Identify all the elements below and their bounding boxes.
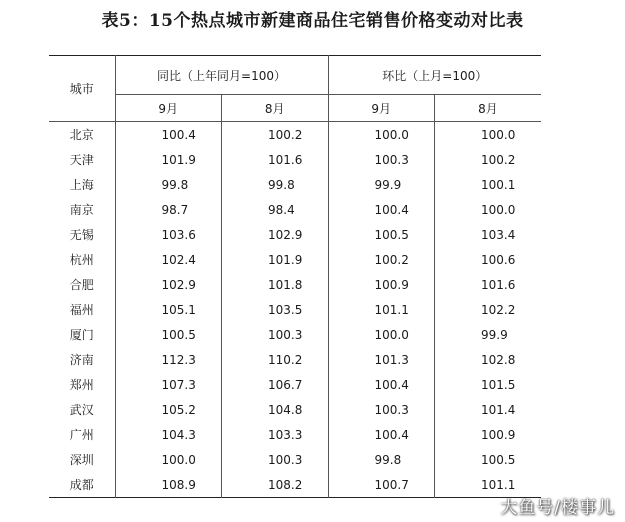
- city-name: 武汉: [49, 397, 115, 422]
- header-yoy-aug: 8月: [222, 95, 329, 122]
- city-name: 南京: [49, 197, 115, 222]
- mom-sep-value: 100.0: [328, 322, 435, 347]
- yoy-sep-value: 108.9: [115, 472, 222, 498]
- table-row: [49, 397, 541, 422]
- mom-aug-value: 100.6: [481, 252, 516, 267]
- mom-aug-value: 103.4: [481, 227, 516, 242]
- mom-sep-value: 100.3: [328, 397, 435, 422]
- yoy-aug-value: 102.9: [222, 222, 329, 247]
- header-yoy: 同比（上年同月=100）: [115, 56, 328, 95]
- mom-sep-value: 100.4: [328, 372, 435, 397]
- yoy-sep-value: 105.1: [115, 297, 222, 322]
- mom-aug-value: 101.4: [481, 402, 516, 417]
- yoy-aug-value: 101.9: [222, 247, 329, 272]
- mom-sep-value: 101.3: [328, 347, 435, 372]
- yoy-sep-value: 98.7: [115, 197, 222, 222]
- table-row: [49, 222, 541, 247]
- yoy-sep-value: 100.0: [115, 447, 222, 472]
- table-row: [49, 272, 541, 297]
- city-name: 广州: [49, 422, 115, 447]
- yoy-aug-value: 106.7: [222, 372, 329, 397]
- city-name: 郑州: [49, 372, 115, 397]
- header-mom: 环比（上月=100）: [328, 56, 541, 95]
- mom-sep-value: 100.2: [328, 247, 435, 272]
- header-yoy-sep: 9月: [115, 95, 222, 122]
- yoy-sep-value: 100.4: [115, 122, 222, 148]
- table-row: [49, 172, 541, 197]
- mom-sep-value: 99.9: [328, 172, 435, 197]
- table-row: [49, 322, 541, 347]
- city-name: 厦门: [49, 322, 115, 347]
- table-row: [49, 372, 541, 397]
- mom-sep-value: 100.0: [328, 122, 435, 148]
- city-name: 济南: [49, 347, 115, 372]
- mom-aug-value: 100.5: [481, 452, 516, 467]
- mom-sep-value: 100.9: [328, 272, 435, 297]
- mom-sep-value: 101.1: [328, 297, 435, 322]
- city-name: 深圳: [49, 447, 115, 472]
- mom-aug-value: 102.8: [481, 352, 516, 367]
- yoy-aug-value: 110.2: [222, 347, 329, 372]
- yoy-aug-value: 103.5: [222, 297, 329, 322]
- yoy-sep-value: 101.9: [115, 147, 222, 172]
- yoy-aug-value: 104.8: [222, 397, 329, 422]
- yoy-sep-value: 100.5: [115, 322, 222, 347]
- city-name: 北京: [49, 122, 115, 148]
- mom-aug-value: 100.1: [481, 177, 516, 192]
- mom-sep-value: 100.4: [328, 197, 435, 222]
- yoy-aug-value: 99.8: [222, 172, 329, 197]
- table-row: [49, 422, 541, 447]
- yoy-aug-value: 101.8: [222, 272, 329, 297]
- table-row: [49, 147, 541, 172]
- yoy-aug-value: 98.4: [222, 197, 329, 222]
- mom-aug-value: 102.2: [481, 302, 516, 317]
- yoy-aug-value: 101.6: [222, 147, 329, 172]
- yoy-aug-value: 108.2: [222, 472, 329, 498]
- mom-sep-value: 100.5: [328, 222, 435, 247]
- mom-sep-value: 99.8: [328, 447, 435, 472]
- yoy-sep-value: 102.9: [115, 272, 222, 297]
- mom-aug-value: 100.0: [481, 127, 516, 142]
- mom-aug-value: 100.9: [481, 427, 516, 442]
- table-row: [49, 472, 541, 498]
- yoy-sep-value: 107.3: [115, 372, 222, 397]
- table-row: [49, 122, 541, 148]
- mom-aug-value: 100.0: [481, 202, 516, 217]
- city-name: 天津: [49, 147, 115, 172]
- yoy-sep-value: 105.2: [115, 397, 222, 422]
- mom-aug-value: 101.6: [481, 277, 516, 292]
- city-name: 无锡: [49, 222, 115, 247]
- watermark: 大鱼号/楼事儿: [500, 498, 615, 518]
- city-name: 成都: [49, 472, 115, 498]
- yoy-sep-value: 104.3: [115, 422, 222, 447]
- yoy-sep-value: 112.3: [115, 347, 222, 372]
- mom-aug-value: 101.1: [481, 477, 516, 492]
- city-name: 合肥: [49, 272, 115, 297]
- yoy-aug-value: 103.3: [222, 422, 329, 447]
- table-row: [49, 297, 541, 322]
- city-name: 杭州: [49, 247, 115, 272]
- city-name: 福州: [49, 297, 115, 322]
- yoy-sep-value: 103.6: [115, 222, 222, 247]
- mom-aug-value: 100.2: [481, 152, 516, 167]
- table-row: [49, 447, 541, 472]
- mom-sep-value: 100.3: [328, 147, 435, 172]
- price-change-table: [49, 55, 541, 498]
- header-city: 城市: [49, 56, 115, 122]
- city-name: 上海: [49, 172, 115, 197]
- table-row: [49, 197, 541, 222]
- mom-sep-value: 100.4: [328, 422, 435, 447]
- mom-sep-value: 100.7: [328, 472, 435, 498]
- yoy-aug-value: 100.3: [222, 447, 329, 472]
- header-mom-aug: 8月: [435, 95, 542, 122]
- yoy-sep-value: 99.8: [115, 172, 222, 197]
- table-row: [49, 247, 541, 272]
- table-row: [49, 347, 541, 372]
- mom-aug-value: 101.5: [481, 377, 516, 392]
- table-title: 表5：15个热点城市新建商品住宅销售价格变动对比表: [101, 11, 524, 31]
- header-mom-sep: 9月: [328, 95, 435, 122]
- yoy-aug-value: 100.2: [222, 122, 329, 148]
- yoy-sep-value: 102.4: [115, 247, 222, 272]
- yoy-aug-value: 100.3: [222, 322, 329, 347]
- mom-aug-value: 99.9: [481, 327, 508, 342]
